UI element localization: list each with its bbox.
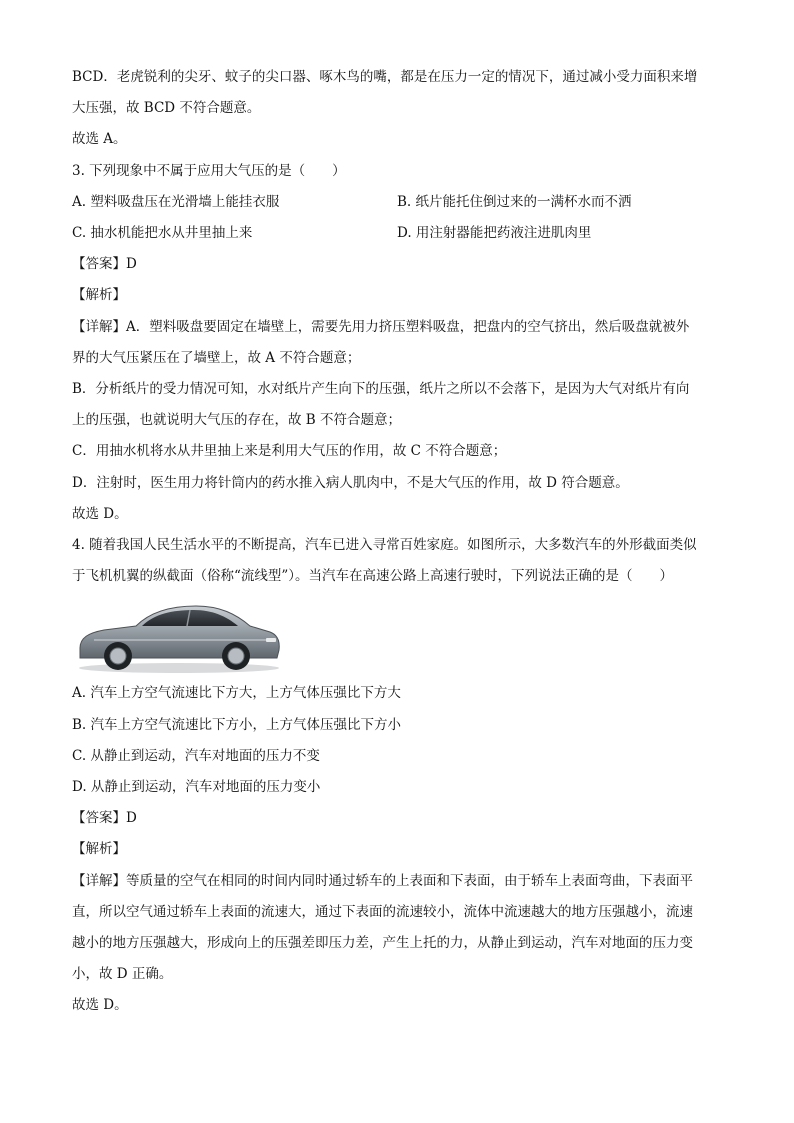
question-4-stem: 于飞机机翼的纵截面（俗称“流线型”）。当汽车在高速公路上高速行驶时，下列说法正确的是（ ） (72, 568, 674, 585)
question-3-options-row-2 (72, 218, 724, 249)
option-d: D. 从静止到运动，汽车对地面的压力变小 (72, 779, 321, 796)
text-line: 故选 D。 (72, 997, 128, 1014)
option-a: A. 汽车上方空气流速比下方大，上方气体压强比下方大 (72, 685, 401, 702)
option-b: B. 纸片能托住倒过来的一满杯水而不洒 (397, 193, 632, 210)
answer-tag: 【答案】 (72, 256, 126, 273)
car-illustration (74, 598, 284, 676)
answer-value: D (126, 256, 137, 273)
answer-tag: 【答案】 (72, 810, 126, 827)
text-line: 小，故 D 正确。 (72, 966, 173, 983)
text-line: 越小的地方压强越大，形成向上的压强差即压力差，产生上托的力，从静止到运动，汽车对地面的压力变 (72, 935, 693, 952)
text-line: D．注射时，医生用力将针筒内的药水推入病人肌肉中，不是大气压的作用，故 D 符合题意。 (72, 474, 629, 491)
detail-line (72, 866, 724, 897)
option-c: C. 抽水机能把水从井里抽上来 (72, 225, 253, 242)
text-line: C．用抽水机将水从井里抽上来是利用大气压的作用，故 C 不符合题意； (72, 443, 507, 460)
question-4-stem: 4. 随着我国人民生活水平的不断提高，汽车已进入寻常百姓家庭。如图所示，大多数汽车的外形截面类似 (72, 537, 697, 554)
detail-text: A．塑料吸盘要固定在墙壁上，需要先用力挤压塑料吸盘，把盘内的空气挤出，然后吸盘就被外 (126, 318, 690, 335)
text-line: 大压强，故 BCD 不符合题意。 (72, 100, 261, 117)
detail-line (72, 312, 724, 343)
text-line: 故选 A。 (72, 131, 127, 148)
option-c: C. 从静止到运动，汽车对地面的压力不变 (72, 747, 320, 764)
option-a: A. 塑料吸盘压在光滑墙上能挂衣服 (72, 193, 280, 210)
answer-line (72, 803, 724, 834)
text-line: BCD．老虎锐利的尖牙、蚊子的尖口器、啄木鸟的嘴，都是在压力一定的情况下，通过减小受力面积来增 (72, 69, 698, 85)
answer-value: D (126, 810, 137, 827)
option-b: B. 汽车上方空气流速比下方小，上方气体压强比下方小 (72, 716, 402, 733)
question-3-options-row-1 (72, 187, 724, 218)
analysis-tag: 【解析】 (72, 287, 126, 304)
option-d: D. 用注射器能把药液注进肌肉里 (397, 225, 592, 242)
document-page (72, 62, 724, 1022)
text-line: 直，所以空气通过轿车上表面的流速大，通过下表面的流速较小，流体中流速越大的地方压强越小，流速 (72, 903, 693, 920)
detail-text: 等质量的空气在相同的时间内同时通过轿车的上表面和下表面，由于轿车上表面弯曲，下表面平 (126, 872, 693, 889)
question-3-stem: 3. 下列现象中不属于应用大气压的是（ ） (72, 162, 346, 179)
text-line: 故选 D。 (72, 505, 128, 522)
detail-tag: 【详解】 (72, 318, 126, 335)
analysis-tag: 【解析】 (72, 841, 126, 858)
text-line: B．分析纸片的受力情况可知，水对纸片产生向下的压强，纸片之所以不会落下，是因为大气对纸片有向 (72, 381, 690, 398)
car-image (74, 598, 284, 676)
detail-tag: 【详解】 (72, 872, 126, 889)
answer-line (72, 249, 724, 280)
text-line: 上的压强，也就说明大气压的存在，故 B 不符合题意； (72, 412, 402, 429)
text-line: 界的大气压紧压在了墙壁上，故 A 不符合题意； (72, 349, 361, 366)
